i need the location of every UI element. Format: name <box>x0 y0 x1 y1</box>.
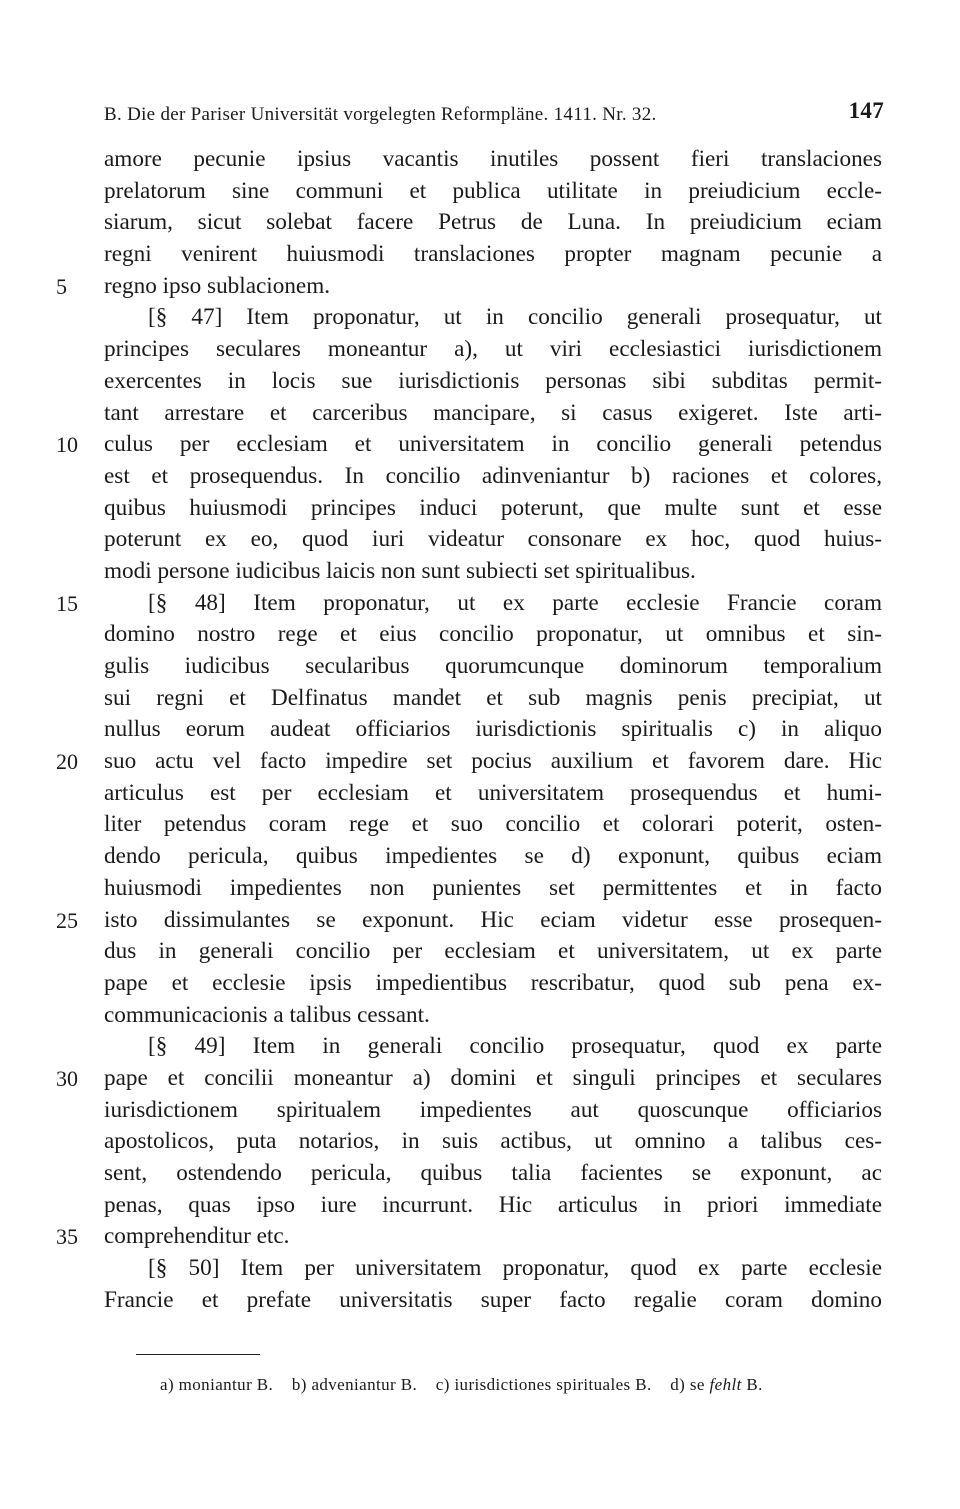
text-line <box>0 746 960 778</box>
footnote-c: c) iurisdictiones spirituales B. <box>435 1375 652 1394</box>
line-text: comprehenditur etc. <box>104 1223 290 1250</box>
line-text: pape et concilii moneantur a) domini et singuli principes et seculares <box>104 1064 882 1091</box>
text-line <box>0 841 960 873</box>
line-text: iurisdictionem spiritualem impedientes aut quoscunque officiarios <box>104 1096 882 1123</box>
text-line <box>0 968 960 1000</box>
line-text: sent, ostendendo pericula, quibus talia facientes se exponunt, ac <box>104 1160 882 1186</box>
line-text: Francie et prefate universitatis super facto regalie coram domino <box>104 1286 882 1313</box>
text-line <box>0 429 960 461</box>
line-text: regni venirent huiusmodi translaciones propter magnam pecunie a <box>104 241 882 268</box>
text-line <box>0 1095 960 1127</box>
text-line <box>0 461 960 493</box>
line-text: exercentes in locis sue iurisdictionis personas sibi subditas permit- <box>104 367 882 394</box>
text-line <box>0 714 960 746</box>
line-text: principes seculares moneantur a), ut viri ecclesiastici iurisdictionem <box>104 336 882 363</box>
line-text: isto dissimulantes se exponunt. Hic eciam videtur esse prosequen- <box>104 906 882 933</box>
text-line <box>0 1285 960 1317</box>
line-text: [§ 49] Item in generali concilio prosequatur, quod ex parte <box>148 1033 882 1060</box>
footnote-d-prefix: d) se <box>670 1375 705 1394</box>
text-line <box>0 1158 960 1190</box>
line-text: [§ 47] Item proponatur, ut in concilio generali prosequatur, ut <box>148 304 882 331</box>
line-text: pape et ecclesie ipsis impedientibus rescribatur, quod sub pena ex- <box>104 969 882 996</box>
line-text: amore pecunie ipsius vacantis inutiles possent fieri translaciones <box>104 146 882 172</box>
line-number: 35 <box>56 1224 78 1250</box>
text-line <box>0 873 960 905</box>
line-text: huiusmodi impedientes non punientes set permittentes et in facto <box>104 874 882 901</box>
footnote-b: b) adveniantur B. <box>291 1375 418 1394</box>
line-text: articulus est per ecclesiam et universitatem prosequendus et humi- <box>104 779 882 806</box>
text-line <box>0 651 960 683</box>
text-line <box>0 936 960 968</box>
line-text: nullus eorum audeat officiarios iurisdictionis spiritualis c) in aliquo <box>104 716 882 743</box>
text-line <box>0 271 960 303</box>
text-line <box>0 778 960 810</box>
line-text: apostolicos, puta notarios, in suis actibus, ut omnino a talibus ces- <box>104 1128 882 1155</box>
text-line <box>0 207 960 239</box>
line-text: domino nostro rege et eius concilio proponatur, ut omnibus et sin- <box>104 621 882 648</box>
footnote-a: a) moniantur B. <box>160 1375 274 1394</box>
text-line <box>0 176 960 208</box>
text-line <box>0 905 960 937</box>
footnotes <box>160 1375 890 1395</box>
text-line <box>0 809 960 841</box>
running-head <box>104 98 884 130</box>
text-line <box>0 556 960 588</box>
line-text: gulis iudicibus secularibus quorumcunque dominorum temporalium <box>104 653 882 679</box>
line-number: 15 <box>56 590 78 616</box>
line-text: dus in generali concilio per ecclesiam et universitatem, ut ex parte <box>104 938 882 965</box>
line-text: est et prosequendus. In concilio adinveniantur b) raciones et colores, <box>104 462 882 489</box>
text-line <box>0 1190 960 1222</box>
line-number: 25 <box>56 907 78 933</box>
line-text: tant arrestare et carceribus mancipare, si casus exigeret. Iste arti- <box>104 399 882 426</box>
running-head-title: B. Die der Pariser Universität vorgelegten Reformpläne. 1411. Nr. 32. <box>104 104 657 125</box>
line-text: poterunt ex eo, quod iuri videatur consonare ex hoc, quod huius- <box>104 526 882 553</box>
line-text: regno ipso sublacionem. <box>104 272 331 299</box>
footnote-d-suffix: B. <box>746 1375 763 1394</box>
line-text: siarum, sicut solebat facere Petrus de Luna. In preiudicium eciam <box>104 209 882 236</box>
line-text: sui regni et Delfinatus mandet et sub magnis penis precipiat, ut <box>104 684 882 711</box>
text-line <box>0 1253 960 1285</box>
line-number: 5 <box>56 273 67 299</box>
text-line <box>0 334 960 366</box>
page-number: 147 <box>848 98 884 123</box>
text-line <box>0 524 960 556</box>
line-number: 30 <box>56 1065 78 1091</box>
line-text: prelatorum sine communi et publica utilitate in preiudicium eccle- <box>104 177 882 204</box>
body-text <box>0 144 960 1316</box>
text-line <box>0 398 960 430</box>
line-text: liter petendus coram rege et suo concilio et colorari poterit, osten- <box>104 811 882 838</box>
line-text: [§ 48] Item proponatur, ut ex parte ecclesie Francie coram <box>148 589 882 616</box>
footnote-d-italic: fehlt <box>709 1375 742 1394</box>
text-line <box>0 619 960 651</box>
line-text: culus per ecclesiam et universitatem in concilio generali petendus <box>104 431 882 458</box>
line-text: [§ 50] Item per universitatem proponatur, quod ex parte ecclesie <box>148 1255 882 1282</box>
text-line <box>0 588 960 620</box>
text-line <box>0 144 960 176</box>
text-line <box>0 1031 960 1063</box>
text-line <box>0 1063 960 1095</box>
text-line <box>0 302 960 334</box>
text-line <box>0 1221 960 1253</box>
text-line <box>0 1000 960 1032</box>
line-text: modi persone iudicibus laicis non sunt subiecti set spiritualibus. <box>104 557 696 584</box>
text-line <box>0 683 960 715</box>
line-text: dendo pericula, quibus impedientes se d) exponunt, quibus eciam <box>104 843 882 870</box>
text-line <box>0 366 960 398</box>
line-text: penas, quas ipso iure incurrunt. Hic articulus in priori immediate <box>104 1191 882 1218</box>
line-number: 20 <box>56 749 78 775</box>
text-line <box>0 493 960 525</box>
line-number: 10 <box>56 432 78 458</box>
text-line <box>0 1126 960 1158</box>
line-text: communicacionis a talibus cessant. <box>104 1001 430 1028</box>
line-text: suo actu vel facto impedire set pocius auxilium et favorem dare. Hic <box>104 748 882 775</box>
line-text: quibus huiusmodi principes induci poterunt, que multe sunt et esse <box>104 494 882 521</box>
footnote-d <box>670 1375 763 1394</box>
footnote-rule <box>136 1354 260 1355</box>
text-line <box>0 239 960 271</box>
